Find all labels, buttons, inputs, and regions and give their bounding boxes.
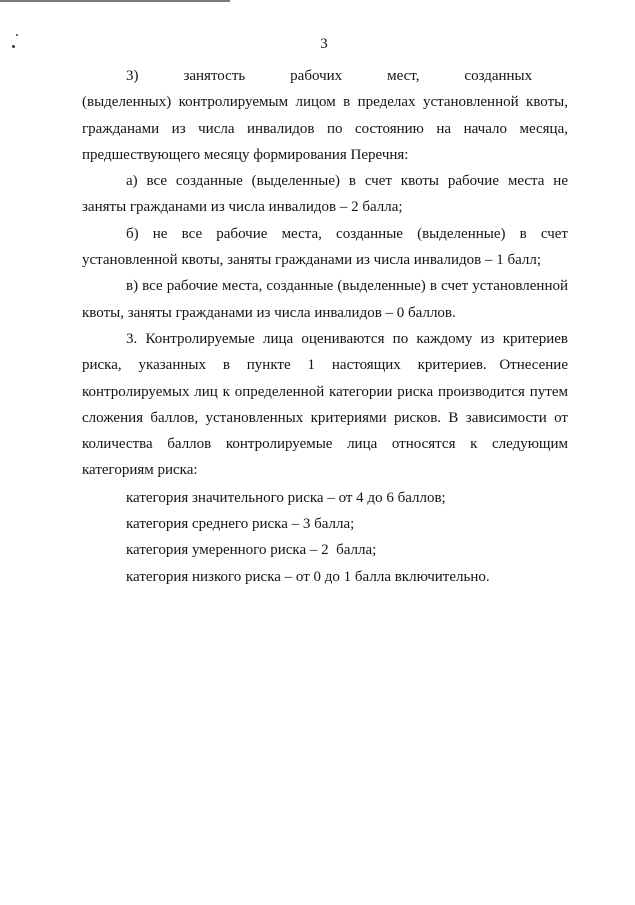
risk-category-item: категория умеренного риска – 2 балла; (126, 542, 377, 559)
paragraph-option-c: в) все рабочие места, созданные (выделенные) в счет установленной квоты, заняты гражданами из числа инвалидов – 0 баллов. (82, 278, 568, 321)
scan-edge-line (0, 0, 230, 2)
paragraph-option-a: а) все созданные (выделенные) в счет квоты рабочие места не заняты гражданами из числа инвалидов – 2 балла; (82, 173, 568, 216)
risk-category-item: категория значительного риска – от 4 до 6 баллов; (126, 489, 446, 506)
risk-category-item: категория низкого риска – от 0 до 1 балла включительно. (126, 568, 490, 585)
paragraph-option-b: б) не все рабочие места, созданные (выделенные) в счет установленной квоты, заняты гражданами из числа инвалидов – 1 балл; (82, 225, 568, 269)
paragraph-risk-assessment: 3. Контролируемые лица оцениваются по каждому из критериев риска, указанных в пункте 1 настоящих критериев. Отнесение контролируемых лиц к определенной категории риска производится путем сложения баллов, установленных критериями рисков. В зависимости от количества баллов контролируемые лица относятся к следующим категориям риска: (82, 330, 568, 479)
risk-category-list (82, 485, 568, 590)
document-body (82, 63, 568, 590)
paragraph-employment-criterion: 3) занятость рабочих мест, созданных (выделенных) контролируемым лицом в пределах установленной квоты, гражданами из числа инвалидов по состоянию на начало месяца, предшествующего месяцу формирования Перечня: (82, 68, 568, 163)
page-number: 3 (320, 36, 328, 52)
risk-category-item: категория среднего риска – 3 балла; (126, 516, 355, 533)
